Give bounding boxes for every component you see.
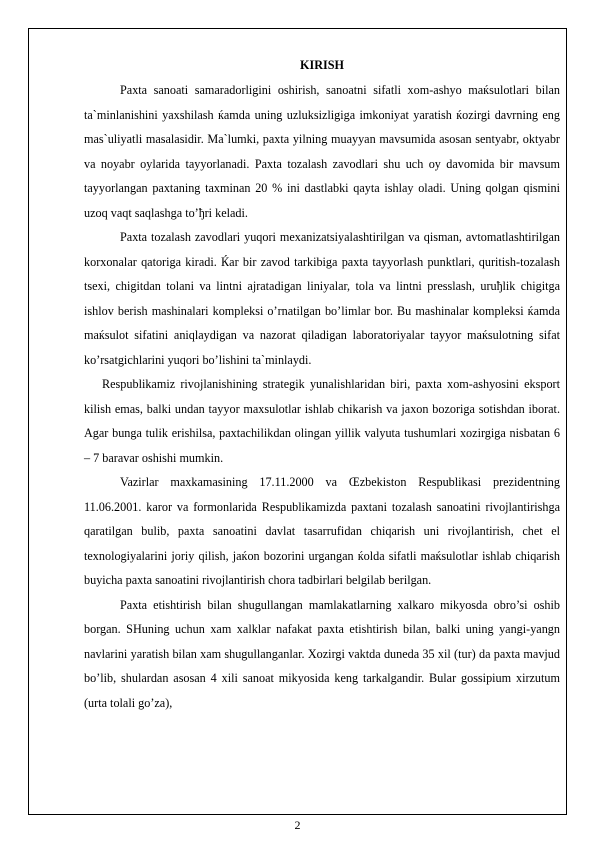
document-body <box>84 56 560 715</box>
paragraph-1: Paxta sanoati samaradorligini oshirish, sanoatni sifatli xom-ashyo maќsulotlari bilan ta`minlanishini yaxshilash ќamda uning uzluksizligiga imkoniyat yaratish ќozirgi davrning eng mas`uliyatli masalasidir. Ma`lumki, paxta yilning muayyan mavsumida asosan sentyabr, oktyabr va noyabr oylarida tayyorlanadi. Paxta tozalash zavodlari shu uch oy davomida bir mavsum tayyorlangan paxtaning taxminan 20 % ini dastlabki qayta ishlay oladi. Uning qolgan qismini uzoq vaqt saqlashga to’ђri keladi. <box>84 83 560 220</box>
page-number: 2 <box>294 818 301 832</box>
section-heading: KIRISH <box>299 58 345 72</box>
paragraph-2: Paxta tozalash zavodlari yuqori mexanizatsiyalashtirilgan va qisman, avtomatlashtirilgan korxonalar qatoriga kiradi. Ќar bir zavod tarkibiga paxta tayyorlash punktlari, quritish-tozalash tsexi, chigitdan tolani va lintni ajratadigan liniyalar, tola va lintni presslash, uruђlik chigitga ishlov berish mashinalari kompleksi o’rnatilgan bo’limlar bor. Bu mashinalar kompleksi ќamda maќsulot sifatini aniqlaydigan va nazorat qiladigan laboratoriyalar tayyor maќsulotning sifat ko’rsatgichlarini yuqori bo’lishini ta`minlaydi. <box>84 230 560 367</box>
paragraph-5: Paxta etishtirish bilan shugullangan mamlakatlarning xalkaro mikyosda obro’si oshib borgan. SHuning uchun xam xalklar nafakat paxta etishtirish bilan, balki uning yangi-yangn navlarini yaratish bilan xam shugullanganlar. Xozirgi vaktda duneda 35 xil (tur) da paxta mavjud bo’lib, shulardan asosan 4 xili sanoat mikyosida keng tarkalgandir. Bular gossipium xirzutum (urta tolali go’za), <box>84 597 560 710</box>
paragraph-3: Respublikamiz rivojlanishining strategik yunalishlaridan biri, paxta xom-ashyosini eksport kilish emas, balki undan tayyor maxsulotlar ishlab chikarish va jaxon bozoriga sotishdan iborat. Agar bunga tulik erishilsa, paxtachilikdan olingan yillik valyuta tushumlari xozirgiga nisbatan 6 – 7 baravar oshishi mumkin. <box>84 377 560 465</box>
paragraph-4: Vazirlar maxkamasining 17.11.2000 va Œzbekiston Respublikasi prezidentning 11.06.2001. karor va formonlarida Respublikamizda paxtani tozalash sanoatini rivojlantirishga qaratilgan bulib, paxta sanoatini davlat tasarrufidan chiqarish uni rivojlantirish, chet el texnologiyalarini joriy qilish, jaќon bozorini urgangan ќolda sifatli maќsulotlar ishlab chiqarish buyicha paxta sanoatini rivojlantirish chora tadbirlari belgilab berilgan. <box>84 475 560 587</box>
